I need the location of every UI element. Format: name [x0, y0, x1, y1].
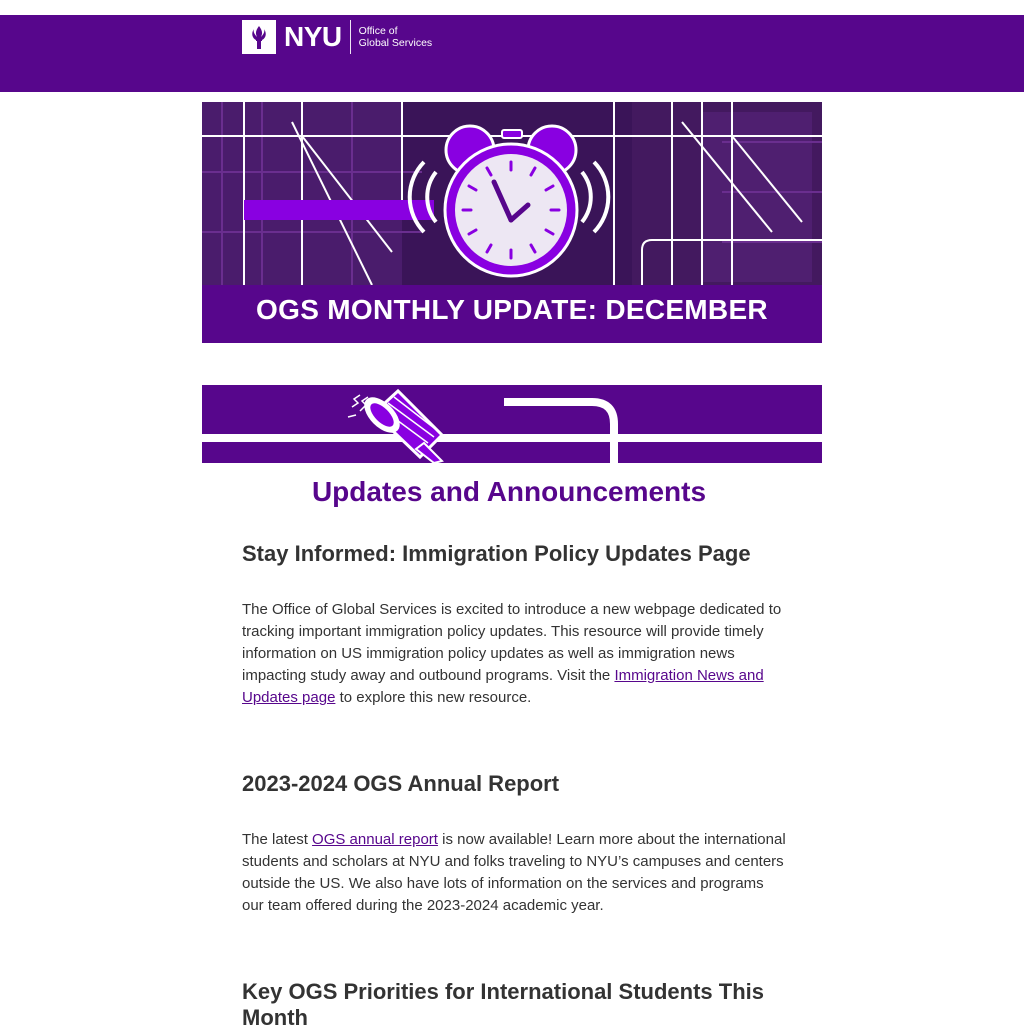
article-key-priorities [242, 979, 787, 1031]
article-text: to explore this new resource. [335, 689, 532, 706]
annual-report-link[interactable]: OGS annual report [312, 831, 438, 848]
nyu-ogs-logo[interactable] [242, 20, 432, 54]
office-line-1: Office of [358, 25, 398, 37]
office-line-2: Global Services [358, 37, 433, 49]
article-body [242, 829, 787, 917]
article-text: The latest [242, 831, 313, 848]
section-title: Updates and Announcements [311, 476, 707, 507]
article-title: Stay Informed: Immigration Policy Updates Page [242, 541, 751, 566]
hero-title: OGS MONTHLY UPDATE: DECEMBER [256, 294, 768, 325]
banner-illustration [202, 385, 822, 463]
logo-divider [350, 20, 351, 54]
immigration-news-link[interactable]: Immigration News and Updates page [242, 667, 764, 706]
article-annual-report [242, 771, 787, 797]
announcements-banner [202, 385, 822, 463]
article-title: Key OGS Priorities for International Students This Month [242, 979, 764, 1030]
logo-word: NYU [284, 21, 342, 52]
article-text: The Office of Global Services is excited to introduce a new webpage dedicated to tracking important immigration policy updates. This resource will provide timely information on US immigration policy updates as well as immigration news impacting study away and outbound programs. Visit the [242, 601, 782, 684]
office-name [359, 25, 433, 49]
article-body-container [242, 599, 787, 709]
article-text: is now available! Learn more about the international students and scholars at NYU and folks traveling to NYU’s campuses and centers outside the US. We also have lots of information on the services and programs our team offered during the 2023-2024 academic year. [242, 831, 786, 914]
article-immigration-updates [242, 541, 787, 567]
article-body [242, 599, 787, 709]
torch-icon [242, 20, 276, 54]
header-bar [0, 15, 1024, 92]
article-title: 2023-2024 OGS Annual Report [242, 771, 560, 796]
article-body-container [242, 829, 787, 917]
